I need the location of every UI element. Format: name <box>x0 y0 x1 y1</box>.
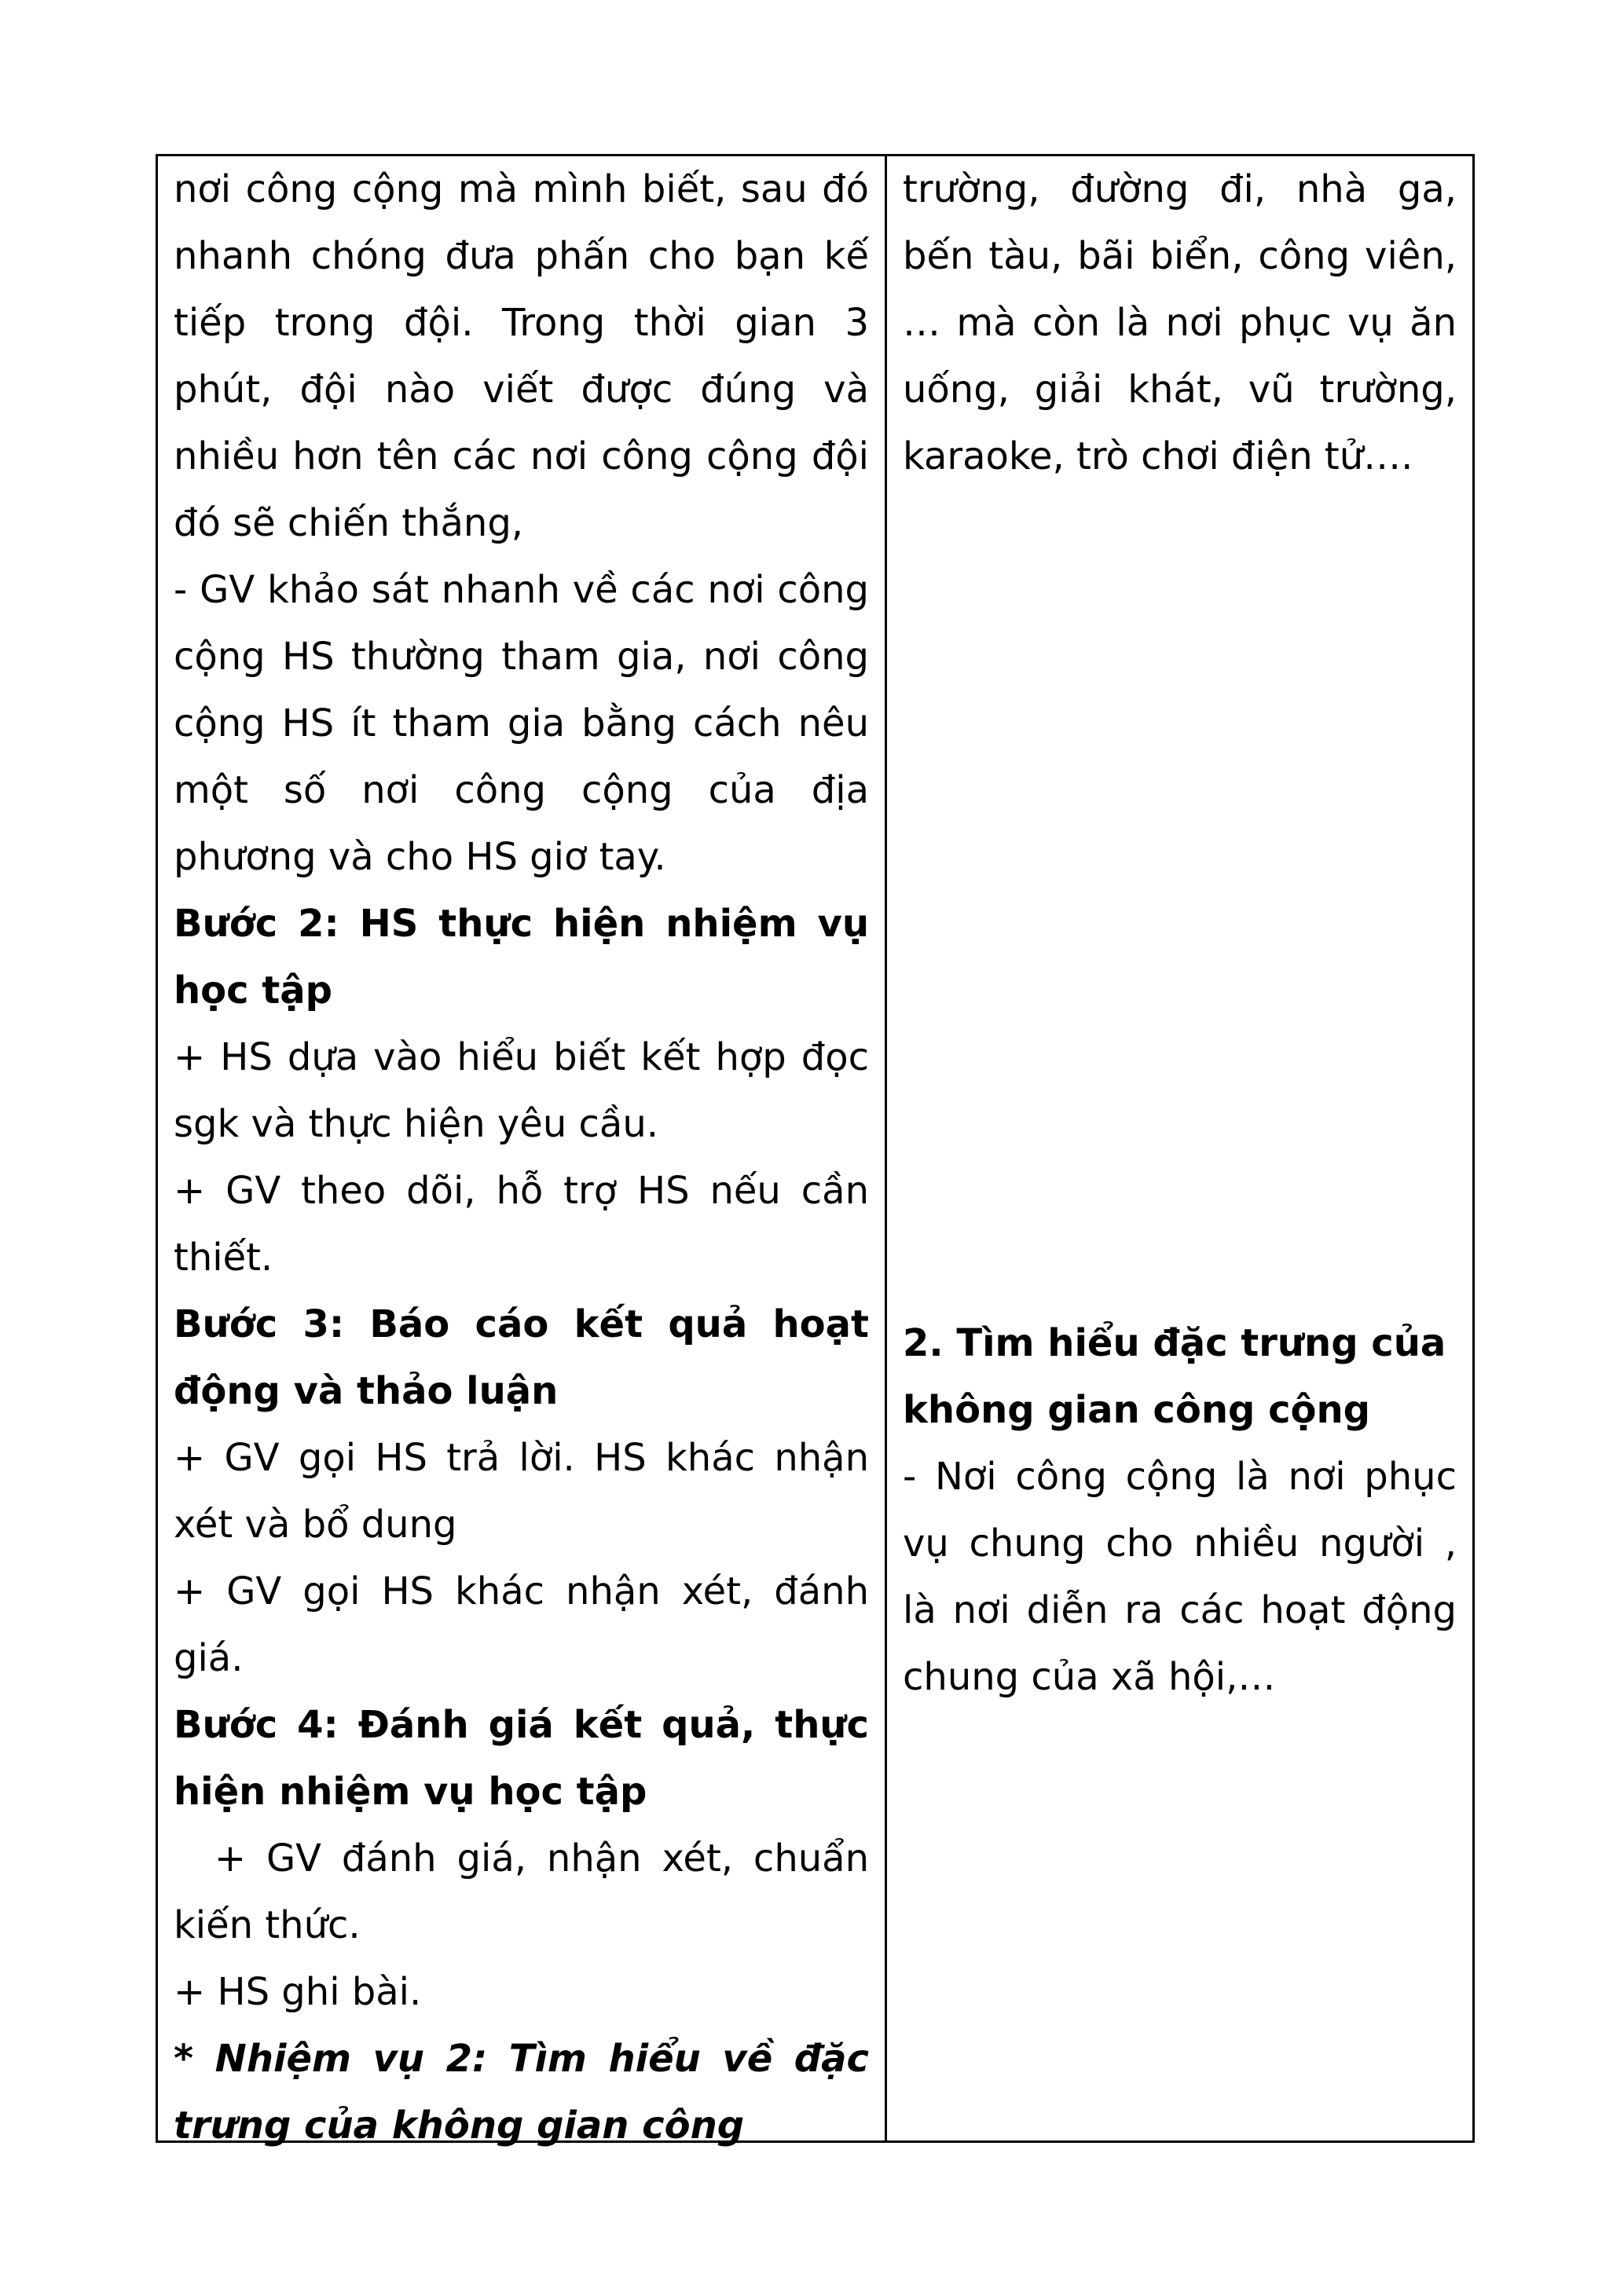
public-places-paragraph: trường, đường đi, nhà ga, bến tàu, bãi biển, công viên, … mà còn là nơi phục vụ ăn uống, giải khát, vũ trường, karaoke, trò chơi điện tử…. <box>903 167 1457 478</box>
step-4-heading: Bước 4: Đánh giá kết quả, thực hiện nhiệm vụ học tập <box>174 1703 869 1814</box>
step-2-item-1: + HS dựa vào hiểu biết kết hợp đọc sgk và thực hiện yêu cầu. <box>174 1035 869 1146</box>
activity-paragraph-1: nơi công cộng mà mình biết, sau đó nhanh chóng đưa phấn cho bạn kế tiếp trong đội. Trong thời gian 3 phút, đội nào viết được đúng và nhiều hơn tên các nơi công cộng đội đó sẽ chiến thắng, <box>174 167 869 545</box>
content-column <box>887 156 1472 2140</box>
teacher-activity-column <box>158 156 887 2148</box>
column-gap <box>903 490 1457 1310</box>
content-table <box>156 154 1475 2148</box>
step-2-heading: Bước 2: HS thực hiện nhiệm vụ học tập <box>174 902 869 1013</box>
section-2-paragraph: - Nơi công cộng là nơi phục vụ chung cho nhiều người , là nơi diễn ra các hoạt động chung của xã hội,… <box>903 1455 1457 1699</box>
section-2-heading: 2. Tìm hiểu đặc trưng của không gian công cộng <box>903 1321 1446 1432</box>
step-3-item-2: + GV gọi HS khác nhận xét, đánh giá. <box>174 1569 869 1680</box>
step-2-item-2: + GV theo dõi, hỗ trợ HS nếu cần thiết. <box>174 1169 869 1280</box>
step-3-item-1: + GV gọi HS trả lời. HS khác nhận xét và bổ dung <box>174 1436 869 1547</box>
step-3-heading: Bước 3: Báo cáo kết quả hoạt động và thảo luận <box>174 1302 869 1413</box>
step-4-item-1: + GV đánh giá, nhận xét, chuẩn kiến thức. <box>174 1836 882 1947</box>
activity-paragraph-2: - GV khảo sát nhanh về các nơi công cộng HS thường tham gia, nơi công cộng HS ít tham gia bằng cách nêu một số nơi công cộng của địa phương và cho HS giơ tay. <box>174 568 869 879</box>
task-2-heading: * Nhiệm vụ 2: Tìm hiểu về đặc trưng của không gian công <box>174 2037 869 2148</box>
step-4-item-2: + HS ghi bài. <box>174 1970 422 2014</box>
